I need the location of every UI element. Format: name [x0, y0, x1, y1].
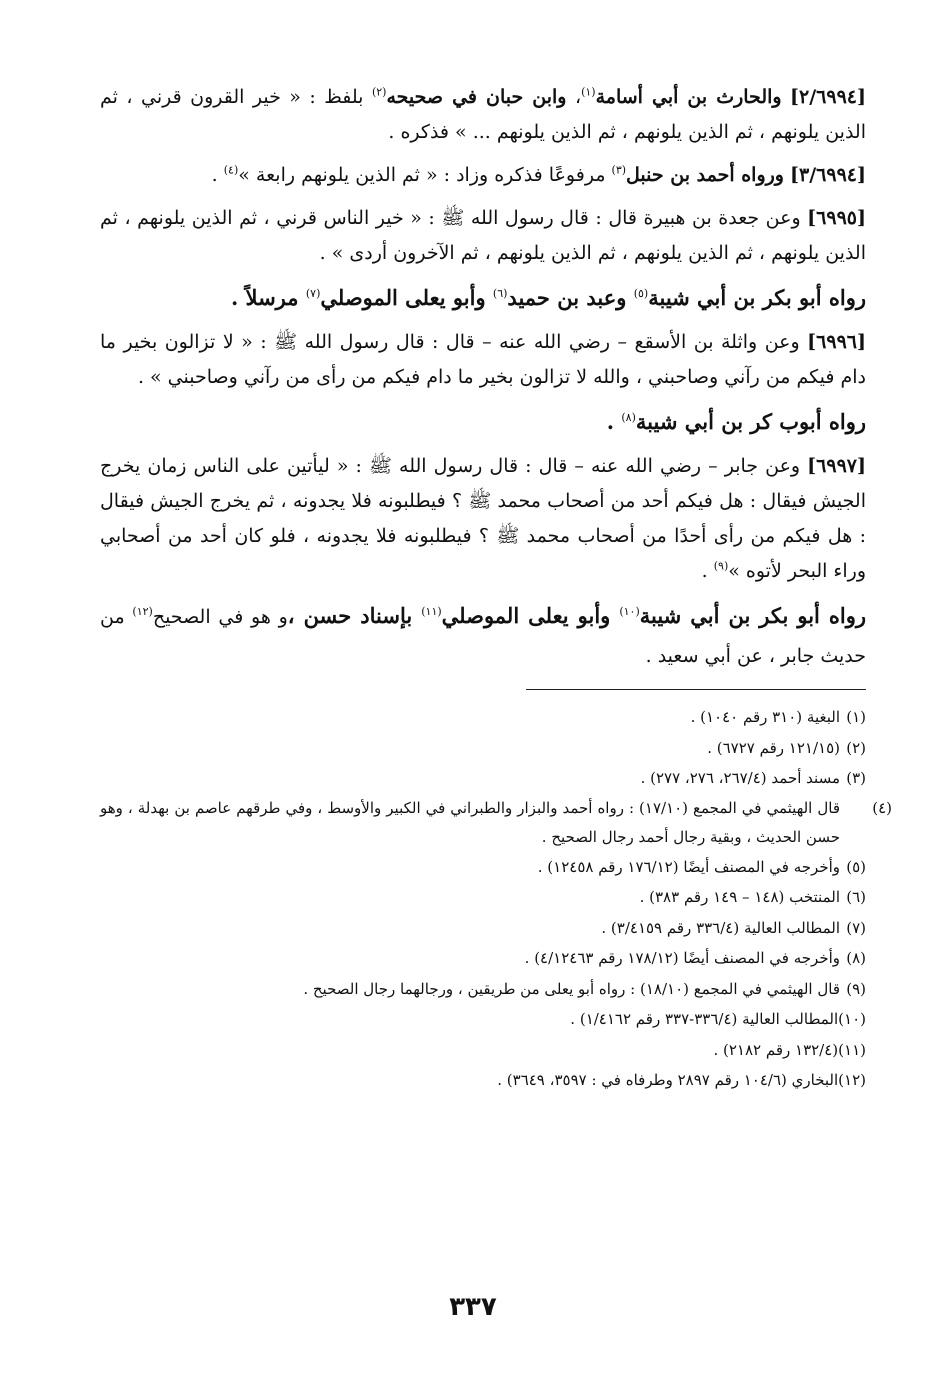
hadith-text: وعن جعدة بن هبيرة قال : قال رسول الله ﷺ : « خير الناس قرني ، ثم الذين يلونهم ، ثم الذين يلونهم ، ثم الذين يلونهم ، ثم الذين يلونهم ، ثم الآخرون أردى » .: [100, 207, 866, 264]
footnote-number: (١): [846, 708, 866, 726]
footnote-9: [100, 974, 866, 1005]
footnote-ref: (٥): [633, 287, 649, 300]
narration-part: وأبو يعلى الموصلي: [320, 285, 493, 310]
footnote-number: (٩): [846, 979, 866, 998]
footnote-ref: (٧): [305, 287, 321, 300]
hadith-text: وعن واثلة بن الأسقع – رضي الله عنه – قال : قال رسول الله ﷺ : « لا تزالون بخير ما دام فيكم من رآني وصاحبني ، والله لا تزالون بخير ما دام فيكم من رأى من رآني وصاحبني » .: [100, 331, 866, 388]
narration-part: مرسلاً .: [230, 285, 306, 310]
footnote-number: (٨): [846, 949, 866, 967]
footnote-8: [100, 943, 866, 974]
footnote-12: [100, 1065, 866, 1096]
footnote-10: [100, 1004, 866, 1035]
narration-6995: [100, 279, 866, 317]
footnote-1: [100, 702, 866, 733]
narration-part: رواه أبوب كر بن أبي شيبة: [635, 409, 866, 434]
footnote-ref: (١٠): [619, 605, 640, 618]
footnote-text: قال الهيثمي في المجمع (١٧/١٠) : رواه أحمد والبزار والطبراني في الكبير والأوسط ، وفي طرقهم عاصم بن بهدلة ، وهو حسن الحديث ، وبقية رجال أحمد رجال الصحيح .: [100, 798, 840, 846]
text: ،: [566, 86, 582, 108]
text: .: [211, 164, 224, 186]
footnote-ref: (٣): [611, 163, 627, 177]
footnote-11: [100, 1035, 866, 1066]
footnote-text: المطالب العالية (٣٣٦/٤ رقم ٣/٤١٥٩) .: [601, 918, 840, 937]
footnote-text: (١٢١/١٥ رقم ٦٧٢٧) .: [707, 738, 840, 757]
footnote-text: البخاري (١٠٤/٦ رقم ٢٨٩٧ وطرفاه في : ٣٥٩٧، ٣٦٤٩) .: [497, 1071, 839, 1089]
footnote-ref: (١): [581, 85, 596, 99]
narration-part: رواه أبو بكر بن أبي شيبة: [648, 285, 866, 310]
page-body: [100, 80, 892, 1096]
footnote-number: (١١): [838, 1040, 866, 1059]
footnote-4: [100, 794, 892, 852]
narration-part: وعبد بن حميد: [507, 285, 634, 310]
footnote-text: وأخرجه في المصنف أيضًا (١٧٦/١٢ رقم ١٢٤٥٨) .: [537, 857, 840, 876]
footnote-7: [100, 913, 866, 944]
hadith-number: [٦٩٩٦]: [807, 331, 866, 353]
footnote-number: (١٢): [838, 1071, 866, 1089]
footnote-divider: [526, 689, 866, 690]
footnote-text: قال الهيثمي في المجمع (١٨/١٠) : رواه أبو يعلى من طريقين ، ورجالهما رجال الصحيح .: [303, 979, 840, 998]
footnote-number: (٧): [846, 918, 866, 937]
footnote-number: (٣): [846, 769, 866, 787]
footnote-text: المطالب العالية (٣٣٦/٤-٣٣٧ رقم ١/٤١٦٢) .: [570, 1010, 839, 1028]
footnote-6: [100, 882, 866, 913]
narration-part: و هو في الصحيح: [152, 606, 288, 628]
footnote-5: [100, 852, 866, 883]
footnote-ref: (١٢): [132, 605, 153, 618]
footnote-ref: (٦): [492, 287, 508, 300]
narration-part: بإسناد حسن ،: [287, 603, 422, 628]
footnote-text: وأخرجه في المصنف أيضًا (١٧٨/١٢ رقم ٤/١٢٤٦٣) .: [524, 949, 840, 967]
entry-6994-3: [100, 158, 866, 193]
hadith-text: وعن جابر – رضي الله عنه – قال : قال رسول الله ﷺ : « ليأتين على الناس زمان يخرج الجيش فيقال : هل فيكم أحد من أصحاب محمد ﷺ ؟ فيطلبونه فلا يجدونه ، ثم يخرج الجيش فيقال : هل فيكم من رأى أحدًا من أصحاب محمد ﷺ ؟ فيطلبونه فلا يجدونه ، فلو كان أحد من أصحابي وراء البحر لأتوه »: [100, 455, 866, 582]
narration-part: رواه أبو بكر بن أبي شيبة: [639, 603, 867, 628]
hadith-6996: [100, 325, 866, 395]
footnote-text: مسند أحمد (٢٦٧/٤، ٢٧٦، ٢٧٧) .: [640, 769, 840, 787]
hadith-number: [٢/٦٩٩٤]: [790, 86, 866, 108]
narration-part: وأبو يعلى الموصلي: [441, 603, 620, 628]
footnote-2: [100, 733, 866, 764]
footnote-number: (١٠): [838, 1010, 866, 1028]
footnote-ref: (٨): [621, 411, 636, 424]
hadith-6997: [100, 449, 866, 589]
narration-part: من حديث جابر ، عن أبي سعيد .: [100, 606, 866, 667]
entry-6994-2: [100, 80, 866, 150]
text: مرفوعًا فذكره وزاد : « ثم الذين يلونهم رابعة »: [238, 164, 612, 186]
text: .: [701, 560, 714, 582]
hadith-number: [٦٩٩٥]: [807, 207, 866, 229]
footnote-number: (٦): [846, 888, 866, 906]
narrator-bold: ورواه أحمد بن حنبل: [626, 164, 784, 186]
footnote-ref: (٢): [371, 85, 387, 99]
text: بلفظ : « خير القرون قرني ، ثم الذين يلونهم ، ثم الذين يلونهم ، ثم الذين يلونهم ... » فذكره .: [100, 86, 866, 143]
footnote-text: البغية (٣١٠ رقم ١٠٤٠) .: [690, 708, 840, 726]
narration-6997: [100, 597, 866, 675]
narrator-bold: وابن حبان في صحيحه: [386, 86, 567, 108]
footnotes: [100, 702, 892, 1096]
footnote-ref: (١١): [421, 605, 442, 618]
footnote-number: (٢): [846, 738, 866, 757]
footnote-ref: (٩): [713, 559, 729, 573]
narration-part: .: [606, 409, 622, 434]
narrator-bold: والحارث بن أبي أسامة: [595, 86, 782, 108]
hadith-number: [٦٩٩٧]: [807, 455, 866, 477]
footnote-ref: (٤): [223, 163, 239, 177]
footnote-3: [100, 763, 866, 794]
footnote-number: (٤): [872, 798, 892, 817]
hadith-6995: [100, 201, 866, 271]
page-number: ٣٣٧: [449, 1292, 497, 1322]
narration-6996: [100, 403, 866, 441]
footnote-number: (٥): [846, 857, 866, 876]
hadith-number: [٣/٦٩٩٤]: [790, 164, 866, 186]
footnote-text: (١٣٢/٤ رقم ٢١٨٢) .: [713, 1040, 839, 1059]
footnote-text: المنتخب (١٤٨ – ١٤٩ رقم ٣٨٣) .: [639, 888, 840, 906]
